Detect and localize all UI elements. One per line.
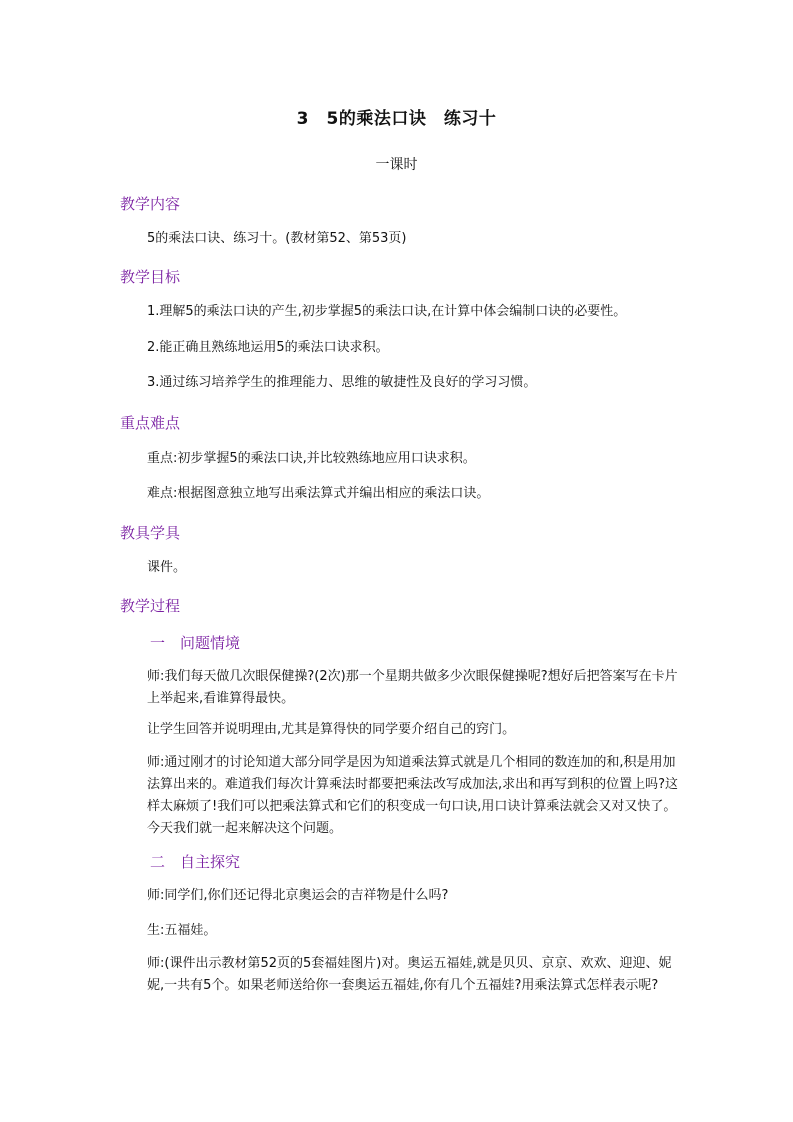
keypoint-item-1: 重点:初步掌握5的乘法口诀,并比较熟练地应用口诀求积。 [147, 451, 476, 466]
heading-process: 教学过程 [120, 597, 181, 615]
process-paragraph-1: 师:我们每天做几次眼保健操?(2次)那一个星期共做多少次眼保健操呢?想好后把答案写在卡片上举起来,看谁算得最快。 [147, 669, 678, 706]
page-title: 3 5的乘法口诀 练习十 [296, 109, 497, 129]
heading-problem-situation: 一 问题情境 [150, 634, 241, 652]
goal-item-2: 2.能正确且熟练地运用5的乘法口诀求积。 [147, 340, 389, 355]
goal-item-3: 3.通过练习培养学生的推理能力、思维的敏捷性及良好的学习习惯。 [147, 375, 537, 390]
heading-goals: 教学目标 [120, 268, 181, 286]
keypoint-item-2: 难点:根据图意独立地写出乘法算式并编出相应的乘法口诀。 [147, 486, 490, 501]
heading-independent-exploration: 二 自主探究 [150, 853, 241, 871]
process-paragraph-3: 师:通过刚才的讨论知道大部分同学是因为知道乘法算式就是几个相同的数连加的和,积是用加法算出来的。难道我们每次计算乘法时都要把乘法改写成加法,求出和再写到积的位置上吗?这样太麻烦了!我们可以把乘法算式和它们的积变成一句口诀,用口诀计算乘法就会又对又快了。今天我们就一起来解决这个问题。 [147, 755, 679, 836]
tools-text: 课件。 [147, 560, 187, 575]
process-paragraph-4: 师:同学们,你们还记得北京奥运会的吉祥物是什么吗? [147, 888, 449, 903]
page-subtitle: 一课时 [375, 157, 418, 173]
process-paragraph-2: 让学生回答并说明理由,尤其是算得快的同学要介绍自己的窍门。 [147, 722, 516, 737]
process-paragraph-5: 生:五福娃。 [147, 923, 217, 938]
content-text: 5的乘法口诀、练习十。(教材第52、第53页) [147, 231, 407, 246]
heading-content: 教学内容 [120, 195, 181, 213]
goal-item-1: 1.理解5的乘法口诀的产生,初步掌握5的乘法口诀,在计算中体会编制口诀的必要性。 [147, 304, 627, 319]
process-paragraph-6: 师:(课件出示教材第52页的5套福娃图片)对。奥运五福娃,就是贝贝、京京、欢欢、迎迎、妮妮,一共有5个。如果老师送给你一套奥运五福娃,你有几个五福娃?用乘法算式怎样表示呢? [147, 956, 672, 993]
heading-keypoints: 重点难点 [120, 414, 181, 432]
heading-tools: 教具学具 [120, 524, 181, 542]
